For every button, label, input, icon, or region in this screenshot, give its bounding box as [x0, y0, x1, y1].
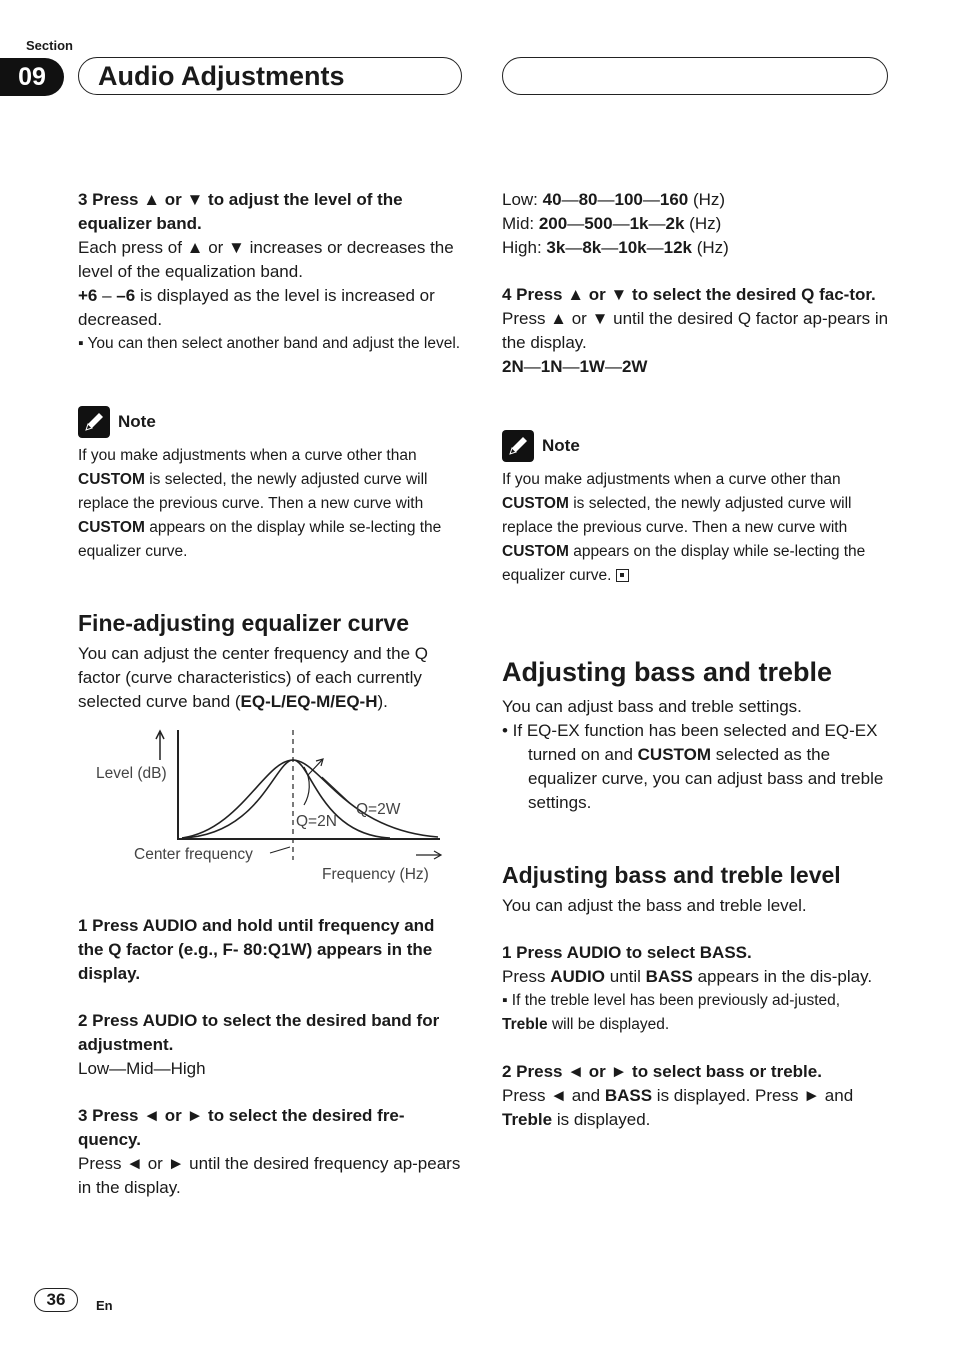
step3-frequency-body: Press ◄ or ► until the desired frequency ap-pears in the display. [78, 1154, 461, 1197]
fine-adjust-section [78, 608, 464, 714]
page-number: 36 [34, 1288, 78, 1312]
note-2-text: If you make adjustments when a curve other than CUSTOM is selected, the newly adjusted curve will replace the previous curve. Then a new curve with CUSTOM appears on the display while se-lecting the equalizer curve. [502, 471, 866, 584]
end-mark-icon [616, 569, 629, 582]
q2w-indicator [322, 777, 352, 805]
bass-treble-intro: You can adjust bass and treble settings. [502, 697, 802, 716]
level-axis-label: Level (dB) [96, 765, 167, 782]
bass-treble-level-section [502, 860, 890, 1132]
note-pencil-icon [78, 406, 110, 438]
note-2-label: Note [542, 436, 580, 455]
step2-heading: 2 Press AUDIO to select the desired band for adjustment. [78, 1011, 440, 1054]
bass-treble-level-intro: You can adjust the bass and treble level. [502, 896, 807, 915]
bass-treble-bullet: • If EQ-EX function has been selected and EQ-EX turned on and CUSTOM selected as the equalizer curve, you can adjust bass and treble settings. [502, 721, 884, 812]
bass-treble-heading: Adjusting bass and treble [502, 657, 833, 687]
left-column-steps [78, 914, 464, 1200]
step3-level-body: Each press of ▲ or ▼ increases or decreases the level of the equalization band. [78, 238, 454, 281]
mid-frequencies: Mid: 200—500—1k—2k (Hz) [502, 214, 722, 233]
bass-treble-section [502, 655, 890, 815]
center-frequency-label: Center frequency [134, 846, 253, 863]
left-column-top [78, 188, 464, 356]
step1-heading: 1 Press AUDIO and hold until frequency and the Q factor (e.g., F- 80:Q1W) appears in the display. [78, 916, 435, 983]
high-frequencies: High: 3k—8k—10k—12k (Hz) [502, 238, 729, 257]
fine-adjust-heading: Fine-adjusting equalizer curve [78, 610, 410, 636]
r-step1-heading: 1 Press AUDIO to select BASS. [502, 943, 752, 962]
note-1 [78, 406, 464, 564]
section-number-badge: 09 [0, 58, 64, 96]
q2n-label: Q=2N [296, 813, 337, 830]
q2w-label: Q=2W [356, 801, 401, 818]
step4-body: Press ▲ or ▼ until the desired Q factor ap-pears in the display. [502, 309, 889, 352]
step3-range-text: +6 – –6 is displayed as the level is increased or decreased. [78, 286, 435, 329]
q2n-indicator [304, 767, 309, 805]
right-header-frame [502, 57, 888, 95]
note-1-label: Note [118, 412, 156, 431]
r-step2-heading: 2 Press ◄ or ► to select bass or treble. [502, 1062, 822, 1081]
note-pencil-icon [502, 430, 534, 462]
frequency-axis-label: Frequency (Hz) [322, 866, 429, 883]
r-step2-body: Press ◄ and BASS is displayed. Press ► and Treble is displayed. [502, 1086, 854, 1129]
section-label: Section [26, 38, 73, 53]
right-column-top [502, 188, 890, 379]
step4-heading: 4 Press ▲ or ▼ to select the desired Q fac-tor. [502, 285, 876, 304]
r-step1-body: Press AUDIO until BASS appears in the dis-play. [502, 967, 873, 986]
step3-frequency-heading: 3 Press ◄ or ► to select the desired fre-quency. [78, 1106, 405, 1149]
bass-treble-level-heading: Adjusting bass and treble level [502, 862, 841, 888]
step3-level-heading: 3 Press ▲ or ▼ to adjust the level of the equalizer band. [78, 190, 403, 233]
step3-bullet: ▪ You can then select another band and adjust the level. [78, 335, 461, 352]
q-factor-values: 2N—1N—1W—2W [502, 357, 648, 376]
low-frequencies: Low: 40—80—100—160 (Hz) [502, 190, 726, 209]
r-step1-bullet: ▪ If the treble level has been previously ad-justed, Treble will be displayed. [502, 992, 841, 1033]
note-1-text: If you make adjustments when a curve other than CUSTOM is selected, the newly adjusted curve will replace the previous curve. Then a new curve with CUSTOM appears on the display while se-lecting the equalizer curve. [78, 447, 442, 560]
language-code: En [96, 1298, 113, 1313]
fine-adjust-body: You can adjust the center frequency and the Q factor (curve characteristics) of each currently selected curve band (EQ-L/EQ-M/EQ-H). [78, 644, 429, 711]
page-title: Audio Adjustments [98, 61, 345, 91]
note-2 [502, 430, 890, 588]
step2-body: Low—Mid—High [78, 1059, 206, 1078]
